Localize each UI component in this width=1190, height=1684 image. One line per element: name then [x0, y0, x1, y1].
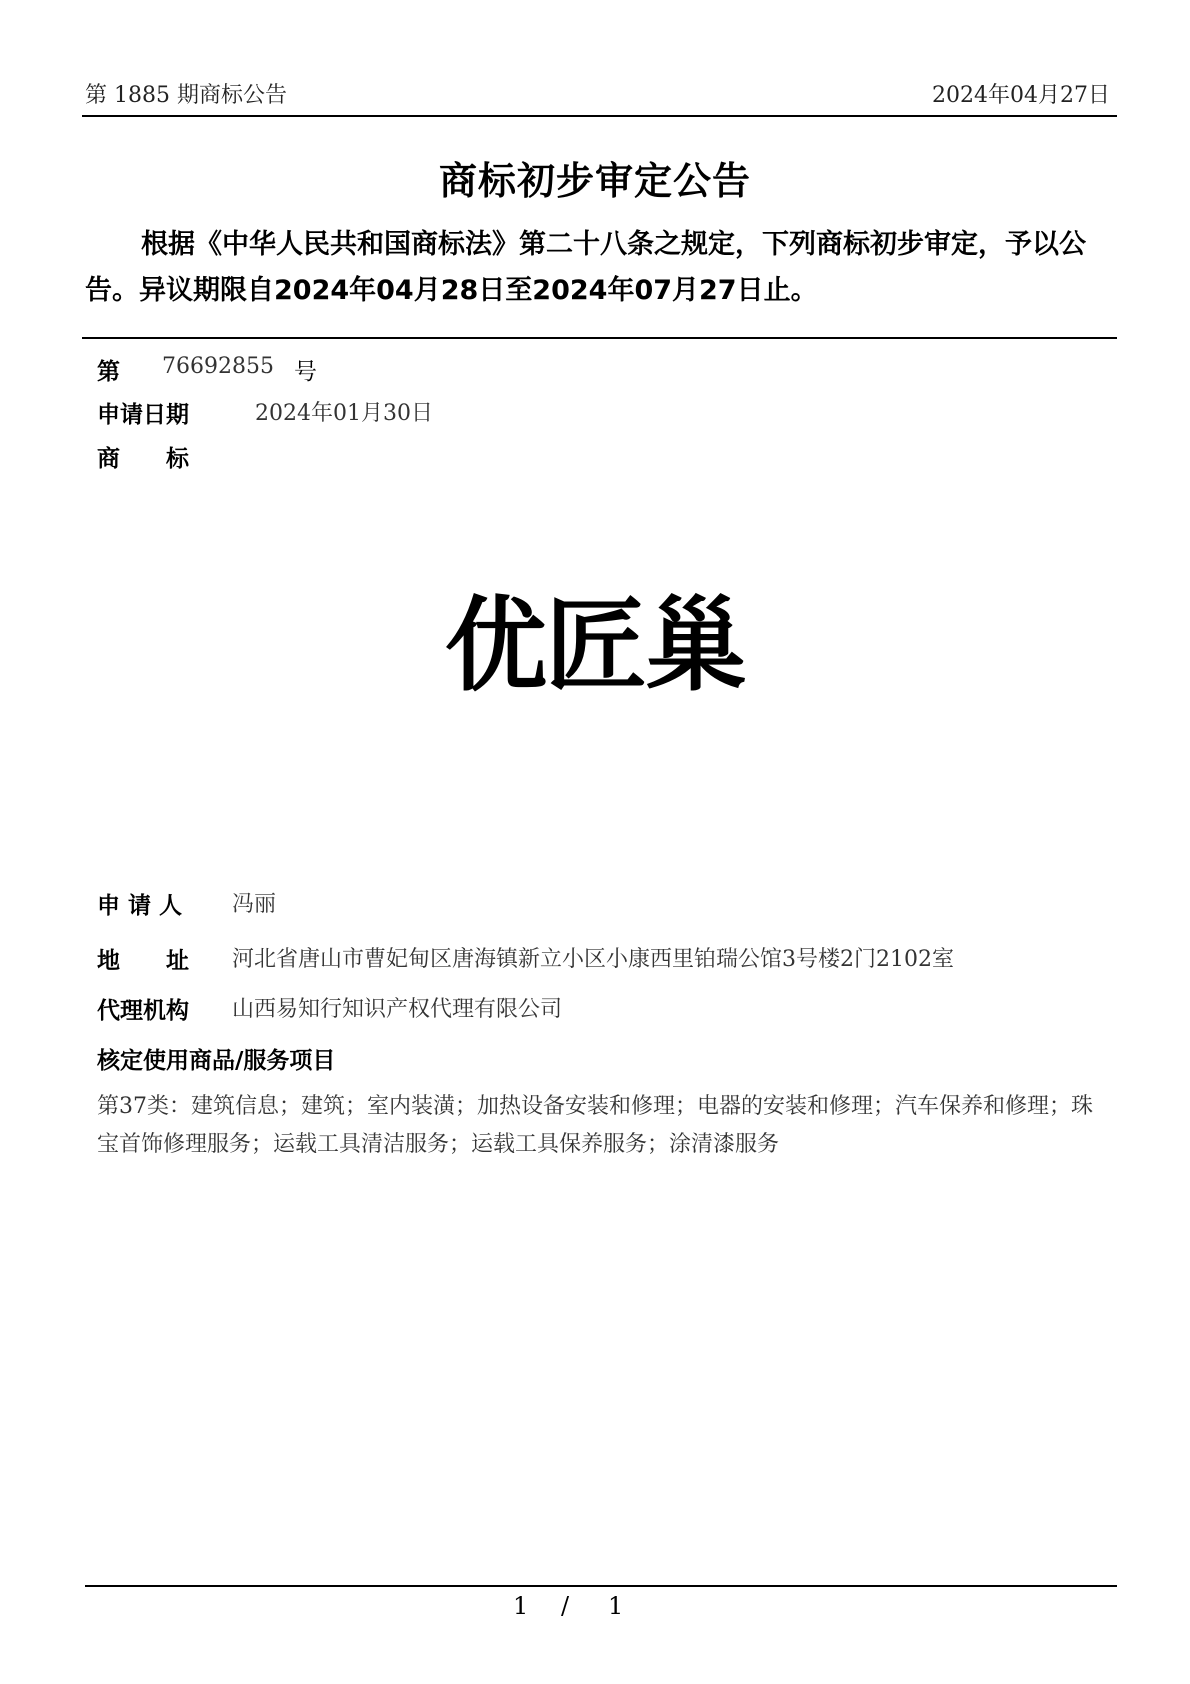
header-rule: [82, 115, 1117, 117]
address-label: 地 址: [97, 948, 189, 974]
application-date: 2024年01月30日: [255, 401, 433, 426]
agency-value: 山西易知行知识产权代理有限公司: [232, 997, 563, 1022]
publication-date: 2024年04月27日: [932, 83, 1110, 108]
address-value: 河北省唐山市曹妃甸区唐海镇新立小区小康西里铂瑞公馆3号楼2门2102室: [232, 947, 954, 972]
issue-number: 第 1885 期商标公告: [85, 83, 287, 108]
agency-label: 代理机构: [97, 998, 189, 1024]
application-date-label: 申请日期: [97, 402, 189, 428]
goods-services-list: 第37类：建筑信息；建筑；室内装潢；加热设备安装和修理；电器的安装和修理；汽车保养和修理；珠宝首饰修理服务；运载工具清洁服务；运载工具保养服务；涂清漆服务: [97, 1094, 1093, 1157]
registration-number: 76692855: [162, 354, 274, 379]
page-separator: /: [561, 1592, 570, 1620]
page-number: 1: [513, 1592, 529, 1620]
applicant-name: 冯丽: [232, 892, 277, 917]
intro-paragraph: 根据《中华人民共和国商标法》第二十八条之规定，下列商标初步审定，予以公告。异议期限自2024年04月28日至2024年07月27日止。: [85, 229, 1086, 306]
goods-services-label: 核定使用商品/服务项目: [97, 1048, 336, 1074]
section-rule: [82, 337, 1117, 339]
applicant-label: 申 请 人: [97, 893, 183, 919]
page-total: 1: [608, 1592, 624, 1620]
trademark-label: 商 标: [97, 446, 189, 472]
footer-rule: [85, 1585, 1117, 1587]
number-label-prefix: 第: [97, 359, 120, 385]
page-title: 商标初步审定公告: [438, 159, 751, 203]
number-label-suffix: 号: [294, 359, 317, 385]
trademark-image: 优匠巢: [445, 586, 745, 706]
